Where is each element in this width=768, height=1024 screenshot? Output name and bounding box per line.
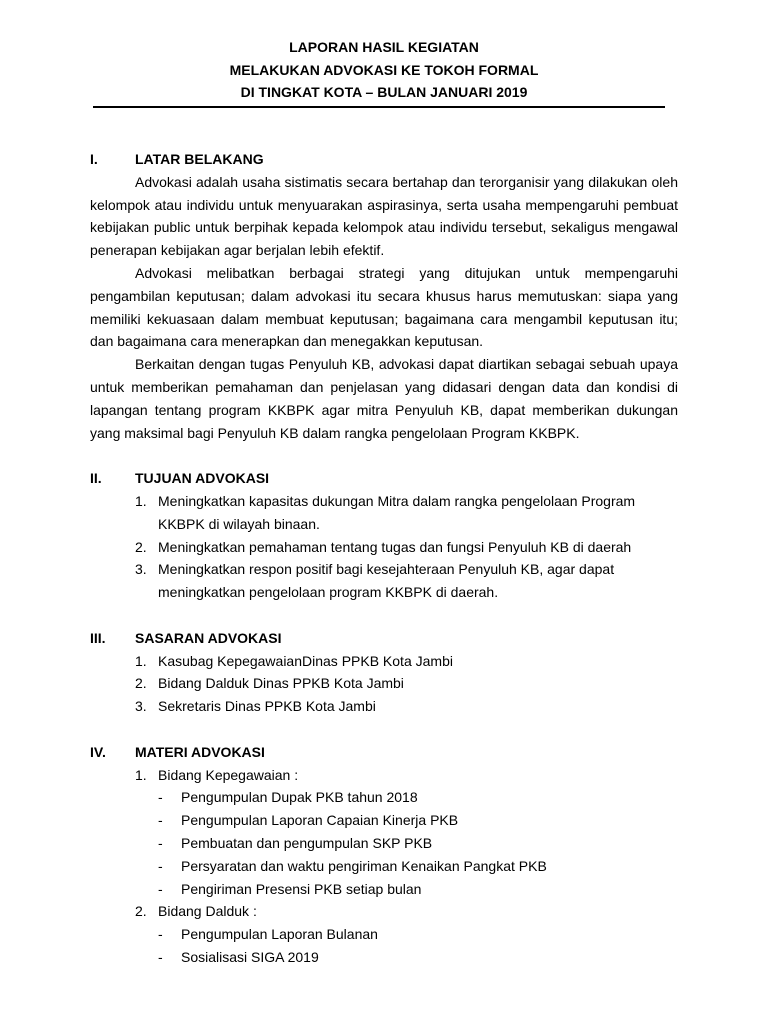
dash-list-item bbox=[158, 855, 678, 878]
header-title-line-3: DI TINGKAT KOTA – BULAN JANUARI 2019 bbox=[240, 84, 528, 100]
list-item bbox=[135, 900, 678, 968]
dash-list-item bbox=[158, 923, 678, 946]
list-item bbox=[135, 695, 678, 718]
list-item-text: Meningkatkan respon positif bagi kesejahteraan Penyuluh KB, agar dapat meningkatkan pengelolaan program KKBPK di daerah. bbox=[158, 561, 615, 601]
dash-item-text: Persyaratan dan waktu pengiriman Kenaikan Pangkat PKB bbox=[181, 857, 547, 874]
dash-list-item bbox=[158, 786, 678, 809]
section-tujuan-advokasi bbox=[90, 467, 678, 604]
section-title: SASARAN ADVOKASI bbox=[135, 629, 282, 646]
paragraph: Berkaitan dengan tugas Penyuluh KB, advokasi dapat diartikan sebagai sebuah upaya untuk memberikan pemahaman dan penjelasan yang didasari dengan data dan kondisi di lapangan tentang program KKBPK agar mitra Penyuluh KB, dapat memberikan dukungan yang maksimal bagi Penyuluh KB dalam rangka pengelolaan Program KKBPK. bbox=[90, 356, 678, 441]
list-item-text: Kasubag KepegawaianDinas PPKB Kota Jambi bbox=[158, 652, 453, 669]
section-number: IV. bbox=[90, 743, 106, 760]
list-item-text: Meningkatkan pemahaman tentang tugas dan fungsi Penyuluh KB di daerah bbox=[158, 538, 632, 555]
list-item bbox=[135, 536, 678, 559]
document-body bbox=[90, 148, 678, 991]
dash-list-item bbox=[158, 946, 678, 969]
section-latar-belakang bbox=[90, 148, 678, 444]
dash-list bbox=[158, 923, 678, 969]
section-materi-advokasi bbox=[90, 741, 678, 969]
list-item-text: Bidang Kepegawaian : bbox=[158, 766, 299, 783]
list-number: 2. bbox=[135, 675, 147, 692]
list-item-text: Bidang Dalduk : bbox=[158, 903, 257, 920]
dash-list-item bbox=[158, 832, 678, 855]
section-number: II. bbox=[90, 470, 102, 487]
dash-list-item bbox=[158, 809, 678, 832]
section-number: III. bbox=[90, 629, 106, 646]
section-number: I. bbox=[90, 151, 98, 167]
list-item bbox=[135, 558, 678, 604]
dash-item-text: Pengumpulan Dupak PKB tahun 2018 bbox=[181, 789, 418, 806]
dash-item-text: Pembuatan dan pengumpulan SKP PKB bbox=[181, 834, 433, 851]
section-sasaran-advokasi bbox=[90, 627, 678, 718]
dash-bullet: - bbox=[158, 948, 163, 965]
list-item-text: Sekretaris Dinas PPKB Kota Jambi bbox=[158, 698, 376, 715]
section-heading bbox=[90, 148, 678, 171]
numbered-list bbox=[135, 490, 678, 604]
header-underline bbox=[93, 106, 665, 108]
dash-bullet: - bbox=[158, 857, 163, 874]
paragraph: Advokasi adalah usaha sistimatis secara bertahap dan terorganisir yang dilakukan oleh kelompok atau individu untuk menyuarakan aspirasinya, serta usaha mempengaruhi pembuat kebijakan public untuk berpihak kepada kelompok atau individu tersebut, sekaligus mengawal penerapan kebijakan agar berjalan lebih efektif. bbox=[90, 173, 678, 259]
list-item bbox=[135, 764, 678, 901]
list-number: 2. bbox=[135, 538, 147, 555]
list-item-text: Bidang Dalduk Dinas PPKB Kota Jambi bbox=[158, 675, 404, 692]
list-item bbox=[135, 650, 678, 673]
paragraph: Advokasi melibatkan berbagai strategi yang ditujukan untuk mempengaruhi pengambilan keputusan; dalam advokasi itu secara khusus harus memutuskan: siapa yang memiliki kekuasaan dalam membuat keputusan; bagaimana cara mengambil keputusan itu; dan bagaimana cara menerapkan dan menegakkan keputusan. bbox=[90, 264, 678, 350]
dash-item-text: Sosialisasi SIGA 2019 bbox=[181, 948, 319, 965]
numbered-list bbox=[135, 650, 678, 718]
dash-bullet: - bbox=[158, 812, 163, 829]
numbered-list bbox=[135, 764, 678, 969]
list-number: 1. bbox=[135, 766, 147, 783]
section-title: MATERI ADVOKASI bbox=[135, 743, 265, 760]
section-heading bbox=[90, 627, 678, 650]
list-number: 2. bbox=[135, 903, 147, 920]
document-header bbox=[0, 36, 768, 104]
dash-list bbox=[158, 786, 678, 900]
list-item-text: Meningkatkan kapasitas dukungan Mitra dalam rangka pengelolaan Program KKBPK di wilayah binaan. bbox=[158, 492, 636, 532]
header-title-line-2: MELAKUKAN ADVOKASI KE TOKOH FORMAL bbox=[229, 61, 539, 78]
list-item bbox=[135, 490, 678, 536]
section-heading bbox=[90, 467, 678, 490]
dash-bullet: - bbox=[158, 789, 163, 806]
header-title-line-1: LAPORAN HASIL KEGIATAN bbox=[289, 39, 479, 55]
section-title: TUJUAN ADVOKASI bbox=[135, 470, 270, 487]
dash-item-text: Pengumpulan Laporan Bulanan bbox=[181, 926, 378, 943]
dash-bullet: - bbox=[158, 926, 163, 943]
list-item bbox=[135, 672, 678, 695]
list-number: 1. bbox=[135, 492, 147, 509]
list-number: 3. bbox=[135, 698, 147, 715]
dash-item-text: Pengiriman Presensi PKB setiap bulan bbox=[181, 880, 422, 897]
dash-bullet: - bbox=[158, 834, 163, 851]
dash-bullet: - bbox=[158, 880, 163, 897]
section-heading bbox=[90, 741, 678, 764]
dash-item-text: Pengumpulan Laporan Capaian Kinerja PKB bbox=[181, 812, 459, 829]
section-title: LATAR BELAKANG bbox=[135, 151, 264, 167]
list-number: 1. bbox=[135, 652, 147, 669]
list-number: 3. bbox=[135, 561, 147, 578]
dash-list-item bbox=[158, 878, 678, 901]
